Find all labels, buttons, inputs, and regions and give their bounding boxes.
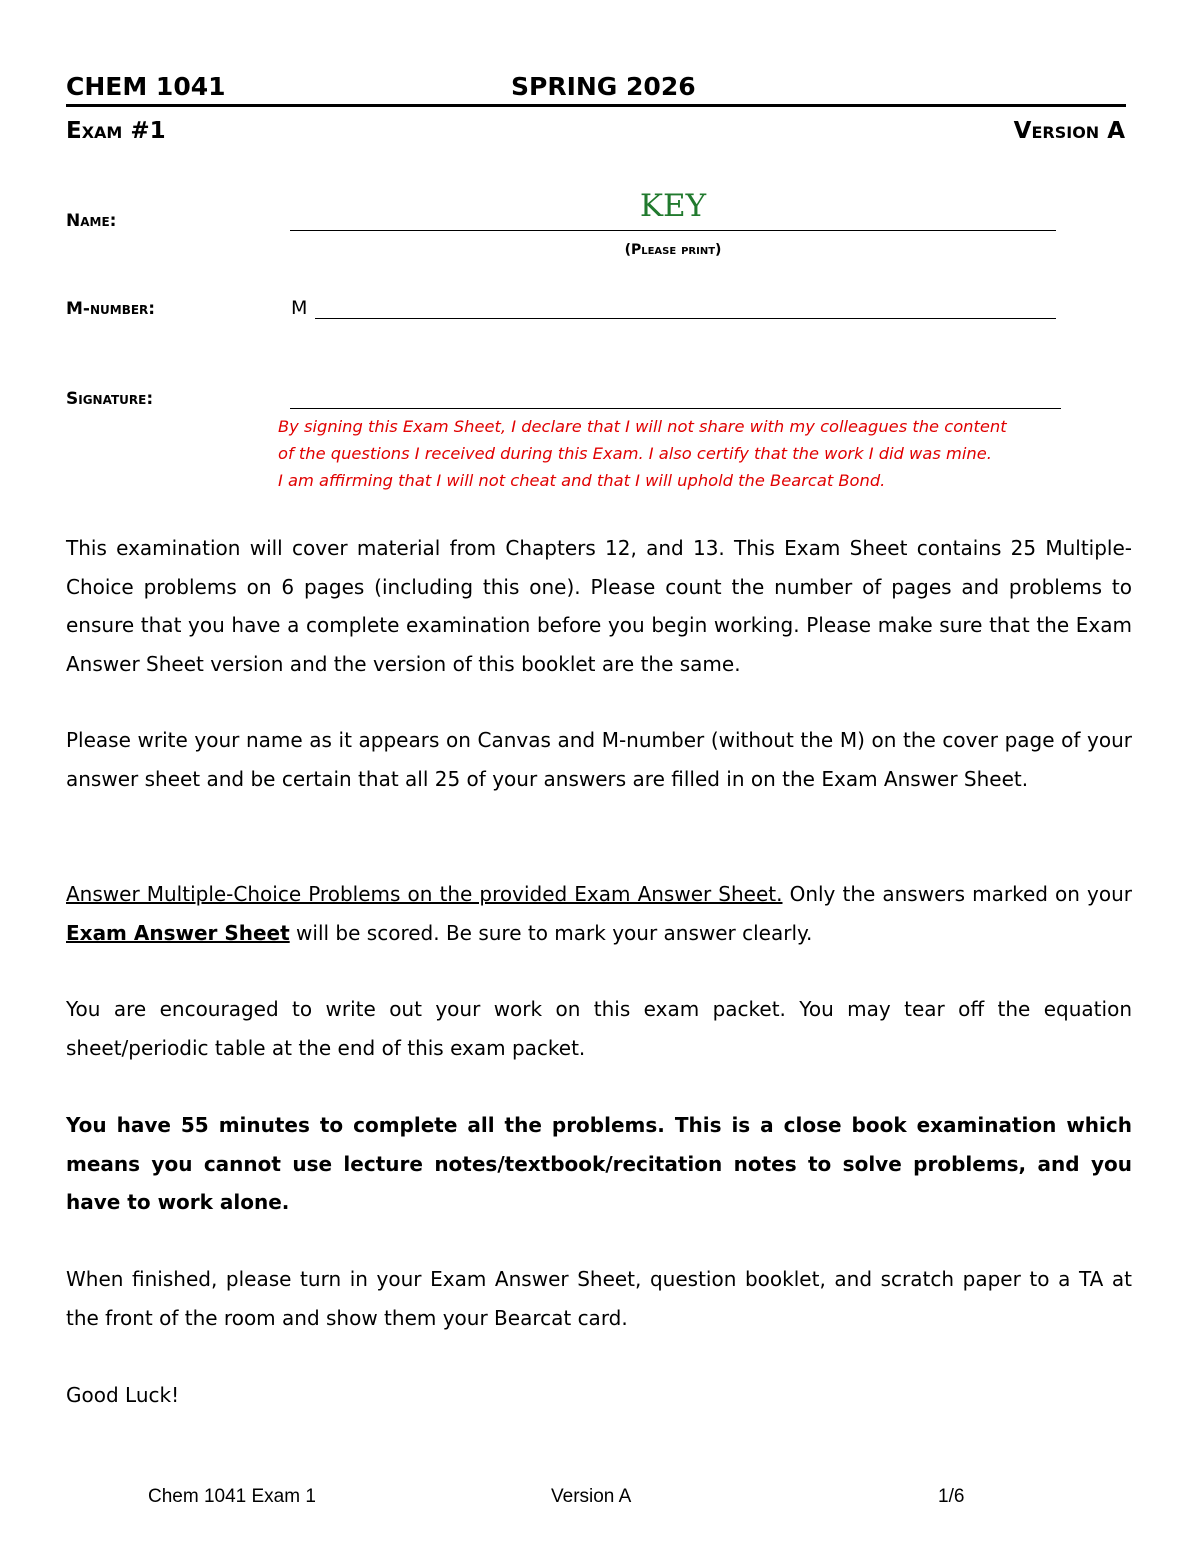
pledge-line: I am affirming that I will not cheat and that I will uphold the Bearcat Bond. xyxy=(278,471,886,490)
exam-number: Exam #1 xyxy=(66,118,166,144)
answer-sheet-instruction: Answer Multiple-Choice Problems on the provided Exam Answer Sheet. xyxy=(66,882,783,906)
good-luck: Good Luck! xyxy=(66,1383,180,1407)
mnumber-prefix: M xyxy=(291,297,308,319)
instructions-work: You are encouraged to write out your work on this exam packet. You may tear off the equation sheet/periodic table at the end of this exam packet. xyxy=(66,997,1132,1060)
footer-page-number: 1/6 xyxy=(938,1486,965,1507)
honor-pledge xyxy=(278,413,1068,494)
mnumber-label: M-number: xyxy=(66,299,156,319)
exam-answer-sheet-emphasis: Exam Answer Sheet xyxy=(66,921,290,945)
answer-sheet-text-end: will be scored. Be sure to mark your answer clearly. xyxy=(289,921,813,945)
signature-line[interactable] xyxy=(290,408,1061,409)
footer-left: Chem 1041 Exam 1 xyxy=(148,1486,316,1507)
instructions-name: Please write your name as it appears on Canvas and M-number (without the M) on the cover page of your answer sheet and be certain that all 25 of your answers are filled in on the Exam Answer Sheet. xyxy=(66,728,1132,791)
name-hint: (Please print) xyxy=(624,242,722,258)
pledge-line: of the questions I received during this Exam. I also certify that the work I did was mine. xyxy=(278,444,992,463)
answer-sheet-text: Only the answers marked on your xyxy=(782,882,1132,906)
course-code: CHEM 1041 xyxy=(66,72,226,101)
mnumber-line[interactable] xyxy=(315,318,1056,319)
instructions-answer-sheet xyxy=(66,875,1132,914)
name-label: Name: xyxy=(66,211,117,231)
term: SPRING 2026 xyxy=(511,72,696,101)
instructions-finish: When finished, please turn in your Exam Answer Sheet, question booklet, and scratch paper to a TA at the front of the room and show them your Bearcat card. xyxy=(66,1267,1132,1330)
exam-version: Version A xyxy=(1013,118,1125,144)
instructions-answer-sheet-cont xyxy=(66,914,1132,953)
header-rule xyxy=(66,104,1126,107)
pledge-line: By signing this Exam Sheet, I declare that I will not share with my colleagues the content xyxy=(278,417,1007,436)
name-line[interactable] xyxy=(290,230,1056,231)
instructions-time: You have 55 minutes to complete all the problems. This is a close book examination which means you cannot use lecture notes/textbook/recitation notes to solve problems, and you have to work alone. xyxy=(66,1113,1132,1214)
instructions-coverage: This examination will cover material from Chapters 12, and 13. This Exam Sheet contains 25 Multiple-Choice problems on 6 pages (including this one). Please count the number of pages and problems to ensure that you have a complete examination before you begin working. Please make sure that the Exam Answer Sheet version and the version of this booklet are the same. xyxy=(66,536,1132,676)
name-value: KEY xyxy=(639,188,707,224)
footer-center: Version A xyxy=(551,1486,632,1507)
signature-label: Signature: xyxy=(66,389,154,409)
